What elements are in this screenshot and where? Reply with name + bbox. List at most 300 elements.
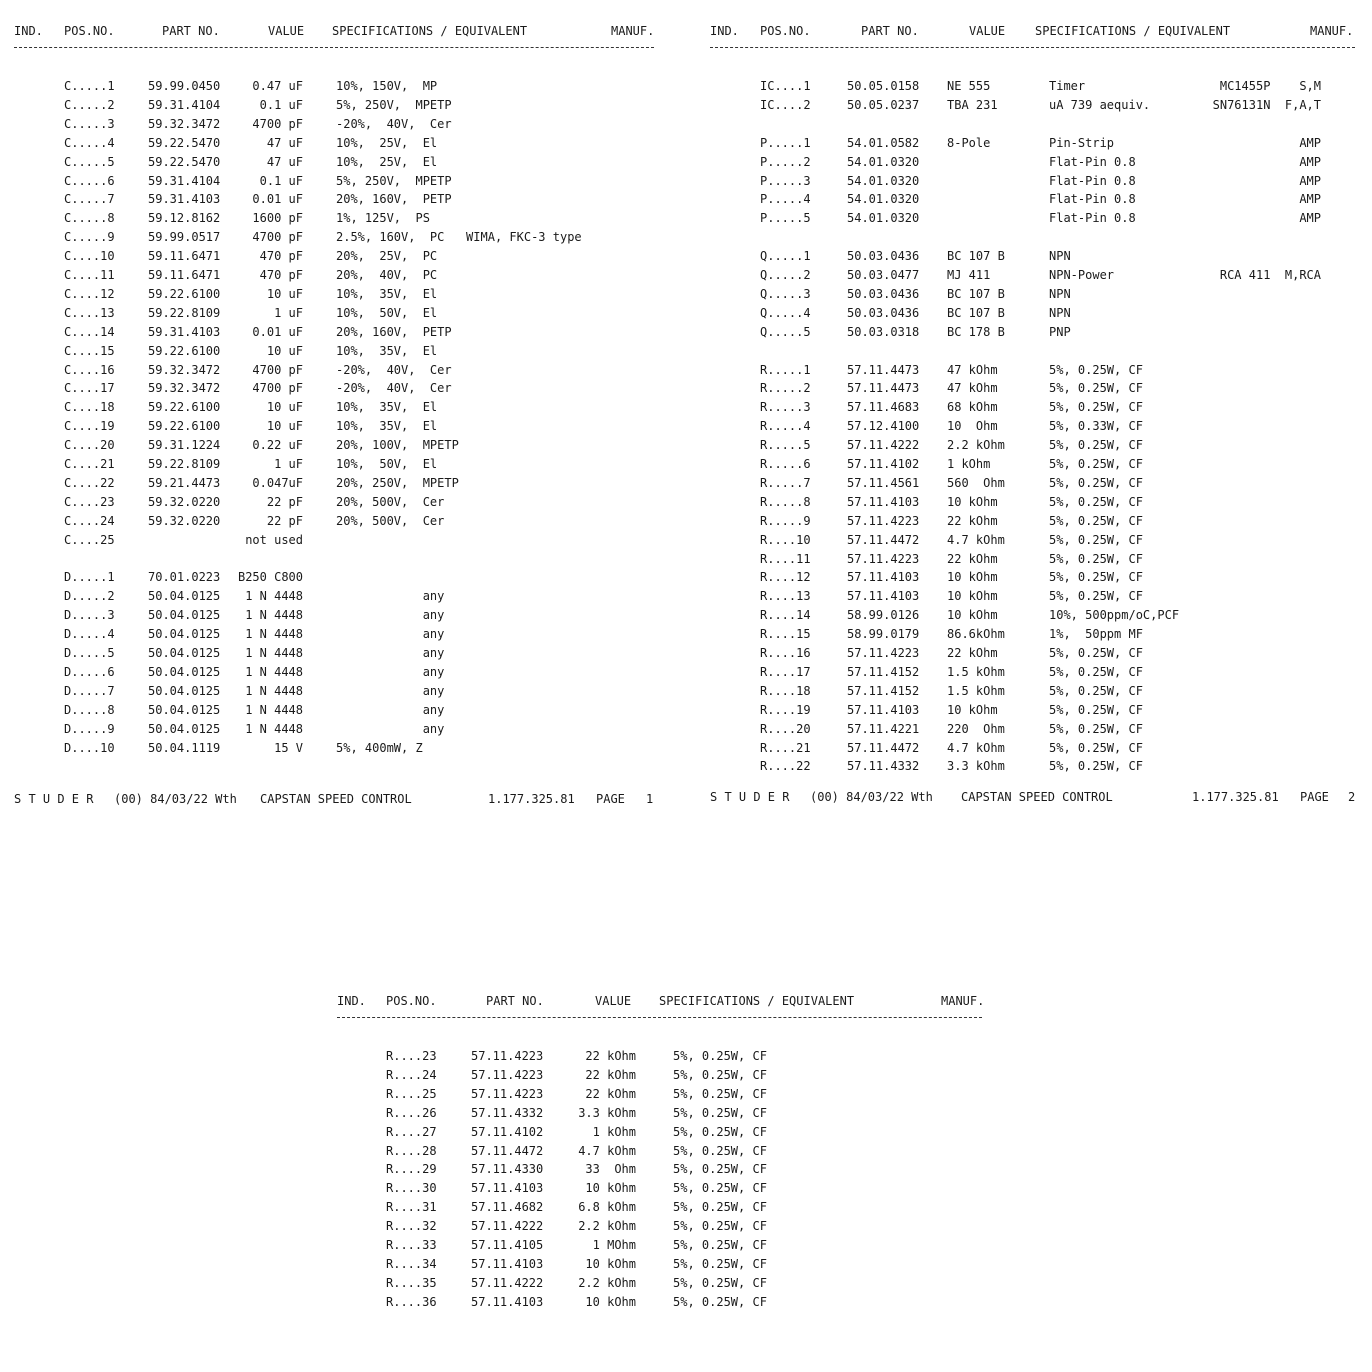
component-value: 4.7 kOhm <box>578 1143 636 1158</box>
part-number: 59.32.0220 <box>148 494 221 509</box>
table-row <box>337 1160 987 1179</box>
manufacturer: AMP <box>1299 135 1321 150</box>
table-row <box>14 682 659 701</box>
footer-title: CAPSTAN SPEED CONTROL <box>260 792 412 806</box>
part-number: 50.04.0125 <box>148 721 221 736</box>
specification: any <box>336 608 445 623</box>
specification: 5%, 0.25W, CF <box>1049 494 1143 509</box>
table-row <box>14 323 659 342</box>
component-value: BC 107 B <box>947 286 1005 301</box>
component-value: 1 uF <box>274 457 303 471</box>
component-value: 22 kOhm <box>585 1067 636 1082</box>
table-row <box>337 1198 987 1217</box>
manufacturer: AMP <box>1299 173 1321 188</box>
table-row <box>14 209 659 228</box>
position-number: R....13 <box>760 589 811 604</box>
part-number: 57.11.4102 <box>471 1124 544 1139</box>
position-number: R....24 <box>386 1067 437 1082</box>
component-value: 4700 pF <box>252 362 303 377</box>
part-number: 57.11.4103 <box>847 702 920 717</box>
part-number: 59.31.4103 <box>148 324 221 339</box>
position-number: C.....4 <box>64 135 115 150</box>
footer-title: CAPSTAN SPEED CONTROL <box>961 790 1113 804</box>
position-number: R....10 <box>760 532 811 547</box>
position-number: R.....5 <box>760 438 811 453</box>
position-number: Q.....4 <box>760 305 811 320</box>
component-value: TBA 231 <box>947 97 998 112</box>
specification: 5%, 0.25W, CF <box>673 1181 767 1196</box>
position-number: R....23 <box>386 1049 437 1063</box>
position-number: C....19 <box>64 419 115 434</box>
table-row <box>710 531 1360 550</box>
table-row <box>710 172 1360 191</box>
header-ind: IND. <box>14 24 43 38</box>
position-number: D.....6 <box>64 664 115 679</box>
part-number: 57.11.4103 <box>847 494 920 509</box>
position-number: R....28 <box>386 1143 437 1158</box>
table-row <box>710 209 1360 228</box>
specification: NPN <box>1049 286 1071 301</box>
component-value: 4700 pF <box>252 381 303 396</box>
part-number: 50.04.0125 <box>148 646 221 660</box>
part-number: 59.11.6471 <box>148 249 221 264</box>
position-number: P.....3 <box>760 173 811 188</box>
parts-list-page-1 <box>14 22 659 822</box>
footer-number: 1.177.325.81 <box>1192 790 1279 804</box>
table-row <box>14 739 659 758</box>
component-value: 0.22 uF <box>252 438 303 453</box>
component-value: BC 178 B <box>947 324 1005 339</box>
footer-page-label: PAGE <box>596 792 625 806</box>
table-row <box>14 512 659 531</box>
specification: 5%, 0.25W, CF <box>1049 721 1143 736</box>
table-row <box>710 134 1360 153</box>
specification: 5%, 0.25W, CF <box>1049 683 1143 698</box>
specification: 10%, 35V, El <box>336 286 438 301</box>
specification: 5%, 0.25W, CF <box>1049 457 1143 471</box>
component-value: 0.1 uF <box>259 97 303 112</box>
table-row <box>337 1217 987 1236</box>
part-number: 57.11.4102 <box>847 457 920 471</box>
part-number: 57.11.4223 <box>471 1049 544 1063</box>
footer-number: 1.177.325.81 <box>488 792 575 806</box>
table-row <box>710 304 1360 323</box>
specification: 5%, 0.25W, CF <box>673 1200 767 1215</box>
specification: -20%, 40V, Cer <box>336 362 452 377</box>
part-number: 57.11.4222 <box>847 438 920 453</box>
position-number: P.....2 <box>760 154 811 169</box>
table-row <box>14 568 659 587</box>
part-number: 57.11.4223 <box>471 1067 544 1082</box>
table-row <box>337 1085 987 1104</box>
header-manuf: MANUF. <box>941 994 985 1008</box>
component-value: 0.01 uF <box>252 192 303 207</box>
position-number: C....15 <box>64 343 115 358</box>
table-row <box>710 455 1360 474</box>
specification: any <box>336 721 445 736</box>
component-value: 22 kOhm <box>947 513 998 528</box>
position-number: D.....9 <box>64 721 115 736</box>
part-number: 59.11.6471 <box>148 268 221 282</box>
position-number: P.....4 <box>760 192 811 207</box>
table-row <box>337 1274 987 1293</box>
component-value: MJ 411 <box>947 268 991 282</box>
position-number: C....23 <box>64 494 115 509</box>
position-number: R....21 <box>760 740 811 755</box>
header-part: PART NO. <box>486 994 544 1008</box>
part-number: 57.11.4682 <box>471 1200 544 1215</box>
part-number: 57.11.4103 <box>847 570 920 585</box>
component-value: 1 N 4448 <box>245 608 303 623</box>
table-row <box>710 625 1360 644</box>
position-number: IC....1 <box>760 79 811 93</box>
specification: 5%, 0.25W, CF <box>673 1086 767 1101</box>
table-row <box>337 1179 987 1198</box>
header-value: VALUE <box>969 24 1006 38</box>
manufacturer: AMP <box>1299 211 1321 226</box>
manufacturer: AMP <box>1299 154 1321 169</box>
component-value: 470 pF <box>259 268 303 282</box>
specification: PNP <box>1049 324 1071 339</box>
position-number: D.....4 <box>64 627 115 642</box>
position-number: C.....3 <box>64 116 115 131</box>
table-row <box>337 1047 987 1066</box>
component-value: 1.5 kOhm <box>947 664 1005 679</box>
position-number: D.....1 <box>64 570 115 585</box>
part-number: 59.22.5470 <box>148 154 221 169</box>
table-row <box>14 417 659 436</box>
header-spec: SPECIFICATIONS / EQUIVALENT <box>659 994 855 1008</box>
parts-list-page-2 <box>710 22 1360 822</box>
part-number: 54.01.0320 <box>847 192 920 207</box>
position-number: Q.....2 <box>760 268 811 282</box>
part-number: 57.11.4103 <box>847 589 920 604</box>
part-number: 57.11.4561 <box>847 475 920 490</box>
column-header-row <box>710 22 1354 41</box>
part-number: 50.04.1119 <box>148 740 221 755</box>
specification: 20%, 250V, MPETP <box>336 475 459 490</box>
component-value: 0.1 uF <box>259 173 303 188</box>
part-number: 58.99.0179 <box>847 627 920 642</box>
table-row <box>14 550 659 569</box>
part-number: 57.11.4223 <box>847 646 920 660</box>
specification: any <box>336 589 445 604</box>
table-row <box>710 247 1360 266</box>
position-number: R....34 <box>386 1256 437 1271</box>
parts-list-page-3 <box>337 992 987 1322</box>
specification: 5%, 0.25W, CF <box>1049 438 1143 453</box>
specification: 20%, 160V, PETP <box>336 324 452 339</box>
specification: 5%, 0.25W, CF <box>673 1067 767 1082</box>
specification: 5%, 0.25W, CF <box>673 1105 767 1120</box>
table-row <box>14 379 659 398</box>
position-number: C.....8 <box>64 211 115 226</box>
part-number: 57.11.4221 <box>847 721 920 736</box>
position-number: C....11 <box>64 268 115 282</box>
position-number: D.....7 <box>64 683 115 698</box>
table-row <box>710 417 1360 436</box>
part-number: 57.12.4100 <box>847 419 920 434</box>
component-value: 220 Ohm <box>947 721 1005 736</box>
part-number: 57.11.4472 <box>847 740 920 755</box>
part-number: 59.22.6100 <box>148 400 221 415</box>
part-number: 59.31.1224 <box>148 438 221 453</box>
component-value: 10 kOhm <box>947 608 998 623</box>
position-number: R....19 <box>760 702 811 717</box>
position-number: R.....4 <box>760 419 811 434</box>
position-number: D.....5 <box>64 646 115 660</box>
specification: any <box>336 702 445 717</box>
position-number: R....31 <box>386 1200 437 1215</box>
specification: 5%, 0.25W, CF <box>1049 759 1143 774</box>
component-value: 47 uF <box>266 135 303 150</box>
footer-page-label: PAGE <box>1300 790 1329 804</box>
component-value: 0.047uF <box>252 475 303 490</box>
part-number: 50.05.0237 <box>847 97 920 112</box>
specification: -20%, 40V, Cer <box>336 116 452 131</box>
position-number: R.....2 <box>760 381 811 396</box>
component-value: 1 N 4448 <box>245 664 303 679</box>
position-number: R....26 <box>386 1105 437 1120</box>
component-value: 1 kOhm <box>947 457 991 471</box>
component-value: 15 V <box>274 740 303 755</box>
table-row <box>337 1104 987 1123</box>
specification: NPN <box>1049 305 1071 320</box>
component-value: 470 pF <box>259 249 303 264</box>
part-number: 70.01.0223 <box>148 570 221 585</box>
specification: 5%, 0.25W, CF <box>1049 400 1143 415</box>
position-number: C....25 <box>64 532 115 547</box>
table-row <box>710 285 1360 304</box>
table-row <box>14 153 659 172</box>
header-rule <box>14 47 654 48</box>
part-number: 57.11.4103 <box>471 1294 544 1309</box>
component-value: 8-Pole <box>947 135 991 150</box>
table-row <box>710 757 1360 776</box>
component-value: 3.3 kOhm <box>947 759 1005 774</box>
table-row <box>710 701 1360 720</box>
specification: 2.5%, 160V, PC WIMA, FKC-3 type <box>336 230 582 245</box>
part-number: 57.11.4103 <box>471 1256 544 1271</box>
footer-company: S T U D E R <box>710 790 790 804</box>
specification: 10%, 50V, El <box>336 457 438 471</box>
header-value: VALUE <box>268 24 305 38</box>
table-row <box>14 228 659 247</box>
part-number: 57.11.4332 <box>847 759 920 774</box>
position-number: C.....6 <box>64 173 115 188</box>
position-number: D....10 <box>64 740 115 755</box>
table-row <box>14 361 659 380</box>
position-number: C....16 <box>64 362 115 377</box>
component-value: 86.6kOhm <box>947 627 1005 642</box>
page-footer <box>710 790 1360 809</box>
table-row <box>710 739 1360 758</box>
header-manuf: MANUF. <box>611 24 655 38</box>
part-number: 59.22.8109 <box>148 457 221 471</box>
position-number: R....17 <box>760 664 811 679</box>
part-number: 50.03.0436 <box>847 286 920 301</box>
position-number: C....13 <box>64 305 115 320</box>
table-row <box>710 379 1360 398</box>
part-number: 54.01.0582 <box>847 135 920 150</box>
part-number: 59.31.4104 <box>148 97 221 112</box>
table-row <box>710 474 1360 493</box>
part-number: 50.04.0125 <box>148 664 221 679</box>
table-row <box>14 266 659 285</box>
part-number: 57.11.4472 <box>471 1143 544 1158</box>
position-number: D.....2 <box>64 589 115 604</box>
table-row <box>14 115 659 134</box>
footer-page-number: 2 <box>1348 790 1356 804</box>
position-number: C....14 <box>64 324 115 339</box>
specification: Flat-Pin 0.8 <box>1049 154 1136 169</box>
specification: uA 739 aequiv. <box>1049 97 1151 112</box>
component-value: 4.7 kOhm <box>947 740 1005 755</box>
component-value: 22 kOhm <box>947 646 998 660</box>
header-pos: POS.NO. <box>760 24 811 38</box>
part-number: 54.01.0320 <box>847 154 920 169</box>
table-row <box>337 1142 987 1161</box>
specification: 20%, 160V, PETP <box>336 192 452 207</box>
part-number: 59.12.8162 <box>148 211 221 226</box>
part-number: 57.11.4473 <box>847 362 920 377</box>
table-row <box>14 474 659 493</box>
part-number: 59.99.0450 <box>148 79 221 93</box>
table-row <box>14 644 659 663</box>
table-row <box>710 266 1360 285</box>
part-number: 57.11.4223 <box>471 1086 544 1101</box>
specification: 5%, 0.25W, CF <box>1049 381 1143 396</box>
position-number: R....11 <box>760 551 811 566</box>
table-row <box>14 96 659 115</box>
component-value: 3.3 kOhm <box>578 1105 636 1120</box>
part-number: 57.11.4152 <box>847 683 920 698</box>
table-row <box>710 512 1360 531</box>
table-row <box>710 663 1360 682</box>
table-row <box>710 644 1360 663</box>
manufacturer: RCA 411 M,RCA <box>1219 268 1321 282</box>
specification: 10%, 35V, El <box>336 400 438 415</box>
component-value: 33 Ohm <box>585 1162 636 1177</box>
part-number: 59.32.3472 <box>148 116 221 131</box>
position-number: R.....9 <box>760 513 811 528</box>
specification: 10%, 150V, MP <box>336 79 438 93</box>
table-row <box>710 606 1360 625</box>
specification: 5%, 250V, MPETP <box>336 97 452 112</box>
part-number: 59.31.4104 <box>148 173 221 188</box>
table-row <box>14 190 659 209</box>
specification: 5%, 0.25W, CF <box>1049 475 1143 490</box>
part-number: 59.32.3472 <box>148 381 221 396</box>
specification: Pin-Strip <box>1049 135 1115 150</box>
part-number: 57.11.4222 <box>471 1219 544 1234</box>
table-row <box>710 96 1360 115</box>
header-ind: IND. <box>710 24 739 38</box>
position-number: R....16 <box>760 646 811 660</box>
position-number: R....33 <box>386 1238 437 1252</box>
page-footer <box>14 792 659 811</box>
table-row <box>710 190 1360 209</box>
part-number: 57.11.4152 <box>847 664 920 679</box>
table-row <box>14 134 659 153</box>
component-value: 4700 pF <box>252 116 303 131</box>
component-value: 10 kOhm <box>947 702 998 717</box>
header-part: PART NO. <box>861 24 919 38</box>
footer-doc: (00) 84/03/22 Wth <box>810 790 933 804</box>
position-number: C....22 <box>64 475 115 490</box>
table-row <box>710 682 1360 701</box>
component-value: 2.2 kOhm <box>578 1275 636 1290</box>
table-row <box>710 398 1360 417</box>
specification: 5%, 0.25W, CF <box>673 1049 767 1063</box>
position-number: Q.....1 <box>760 249 811 264</box>
specification: Flat-Pin 0.8 <box>1049 173 1136 188</box>
part-number: 58.99.0126 <box>847 608 920 623</box>
part-number: 59.32.0220 <box>148 513 221 528</box>
component-value: 560 Ohm <box>947 475 1005 490</box>
part-number: 59.22.8109 <box>148 305 221 320</box>
specification: 5%, 0.25W, CF <box>1049 646 1143 660</box>
component-value: B250 C800 <box>237 570 303 585</box>
table-row <box>14 247 659 266</box>
table-row <box>710 720 1360 739</box>
component-value: 22 kOhm <box>585 1086 636 1101</box>
specification: 20%, 25V, PC <box>336 249 438 264</box>
component-value: 1600 pF <box>252 211 303 226</box>
table-row <box>710 587 1360 606</box>
specification: 5%, 0.25W, CF <box>1049 702 1143 717</box>
part-number: 57.11.4473 <box>847 381 920 396</box>
position-number: R....25 <box>386 1086 437 1101</box>
table-row <box>14 701 659 720</box>
header-pos: POS.NO. <box>386 994 437 1008</box>
table-row <box>14 720 659 739</box>
specification: 10%, 25V, El <box>336 135 438 150</box>
component-value: 0.01 uF <box>252 324 303 339</box>
table-row <box>14 531 659 550</box>
component-value: 22 kOhm <box>585 1049 636 1063</box>
manufacturer: MC1455P S,M <box>1219 79 1321 93</box>
position-number: R....30 <box>386 1181 437 1196</box>
specification: 10%, 500ppm/oC,PCF <box>1049 608 1180 623</box>
component-value: 2.2 kOhm <box>947 438 1005 453</box>
component-value: 10 kOhm <box>947 589 998 604</box>
specification: 5%, 0.25W, CF <box>673 1256 767 1271</box>
table-row <box>14 436 659 455</box>
part-number: 57.11.4330 <box>471 1162 544 1177</box>
specification: any <box>336 664 445 679</box>
position-number: C....12 <box>64 286 115 301</box>
specification: Flat-Pin 0.8 <box>1049 211 1136 226</box>
table-row <box>337 1293 987 1312</box>
part-number: 50.03.0436 <box>847 249 920 264</box>
table-row <box>710 115 1360 134</box>
position-number: R....14 <box>760 608 811 623</box>
component-value: 10 Ohm <box>947 419 998 434</box>
part-number: 50.03.0436 <box>847 305 920 320</box>
specification: NPN-Power <box>1049 268 1115 282</box>
table-row <box>710 77 1360 96</box>
table-row <box>14 606 659 625</box>
position-number: R....15 <box>760 627 811 642</box>
specification: 5%, 0.25W, CF <box>1049 589 1143 604</box>
component-value: 47 kOhm <box>947 381 998 396</box>
part-number: 57.11.4683 <box>847 400 920 415</box>
part-number: 50.04.0125 <box>148 589 221 604</box>
position-number: R....35 <box>386 1275 437 1290</box>
position-number: D.....8 <box>64 702 115 717</box>
part-number: 50.04.0125 <box>148 608 221 623</box>
